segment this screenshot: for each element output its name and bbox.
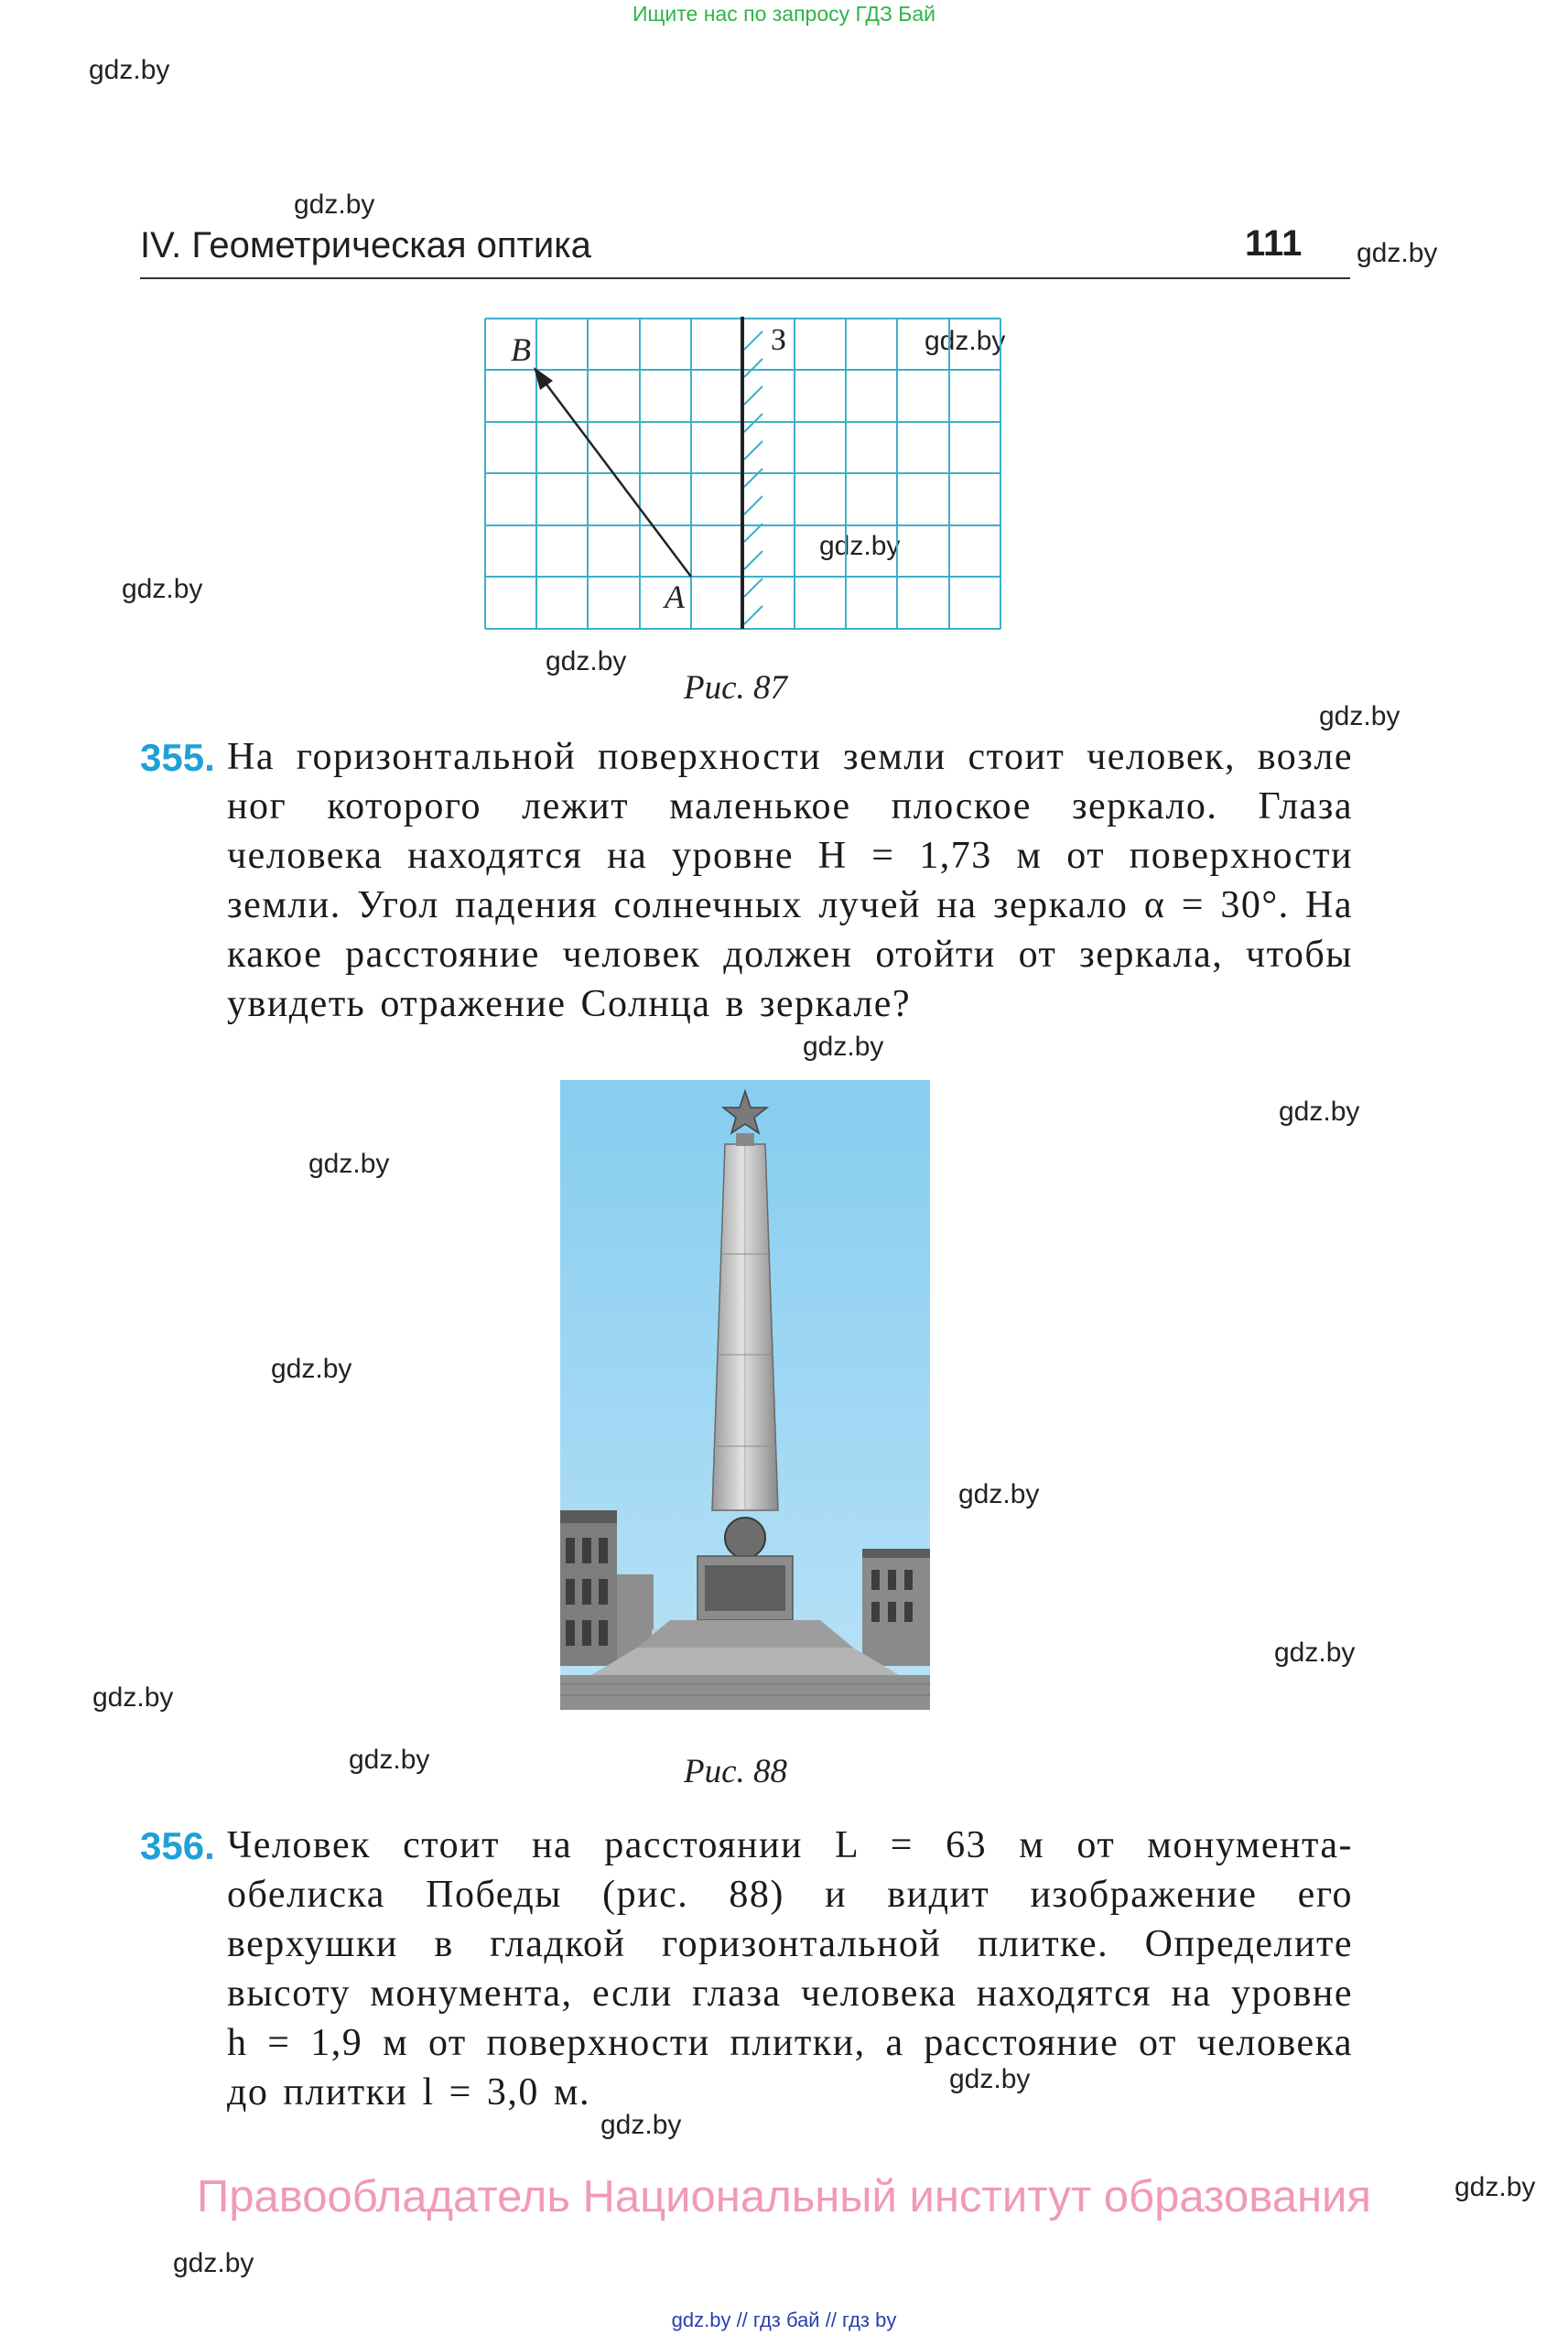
watermark: gdz.by [1357,238,1438,268]
figure-88-victory-obelisk-photo [560,1080,930,1710]
watermark: gdz.by [925,326,1006,356]
problem-number: 355. [140,736,215,779]
watermark: gdz.by [819,531,901,561]
watermark: gdz.by [1279,1097,1360,1127]
label-a: A [665,578,685,615]
figure-88-caption: Рис. 88 [684,1753,788,1790]
search-banner: Ищите нас по запросу ГДЗ Бай [632,2,936,26]
watermark: gdz.by [349,1745,430,1775]
page-number: 111 [1245,223,1303,264]
watermark: gdz.by [271,1354,352,1384]
problem-text: Человек стоит на расстоянии L = 63 м от монумента-обелиска Победы (рис. 88) и видит изображение его верхушки в гладкой горизонтальной плитке. Определите высоту монумента, если глаза человека находятся на уровне h = 1,9 м от поверхности плитки, а расстояние от человека до плитки l = 3,0 м. [227,1824,1353,2114]
right-building [862,1549,930,1666]
figure-87-caption: Рис. 87 [684,669,788,707]
watermark: gdz.by [1274,1638,1356,1668]
watermark: gdz.by [803,1032,884,1062]
header-rule [140,277,1350,279]
watermark: gdz.by [600,2110,682,2140]
watermark: gdz.by [308,1149,390,1179]
steps [637,1620,853,1648]
copyright-notice: Правообладатель Национальный институт образования [197,2172,1371,2222]
section-title: IV. Геометрическая оптика [140,225,591,265]
watermark: gdz.by [949,2064,1031,2094]
watermark: gdz.by [546,646,627,676]
watermark: gdz.by [958,1479,1040,1509]
emblem [725,1518,765,1558]
watermark: gdz.by [92,1682,174,1713]
watermark: gdz.by [89,55,170,85]
label-mirror: З [771,323,787,357]
figure-87-mirror-grid [483,317,1010,633]
watermark: gdz.by [122,574,203,604]
label-b: B [511,331,531,368]
watermark: gdz.by [1319,701,1400,731]
watermark: gdz.by [294,189,375,220]
problem-number: 356. [140,1824,215,1867]
watermark: gdz.by [1454,2172,1536,2202]
ray-arrow [538,373,691,577]
watermark: gdz.by [173,2248,254,2278]
mirror-hatching [744,331,762,624]
problem-text: На горизонтальной поверхности земли стоит человек, возле ног которого лежит маленькое плоское зеркало. Глаза человека находятся на уровне H = 1,73 м от поверхности земли. Угол падения солнечных лучей на зеркало α = 30°. На какое расстояние человек должен отойти от зеркала, чтобы увидеть отражение Солнца в зеркале? [227,736,1353,1025]
footer-links[interactable]: gdz.by // гдз бай // гдз by [671,2308,897,2331]
